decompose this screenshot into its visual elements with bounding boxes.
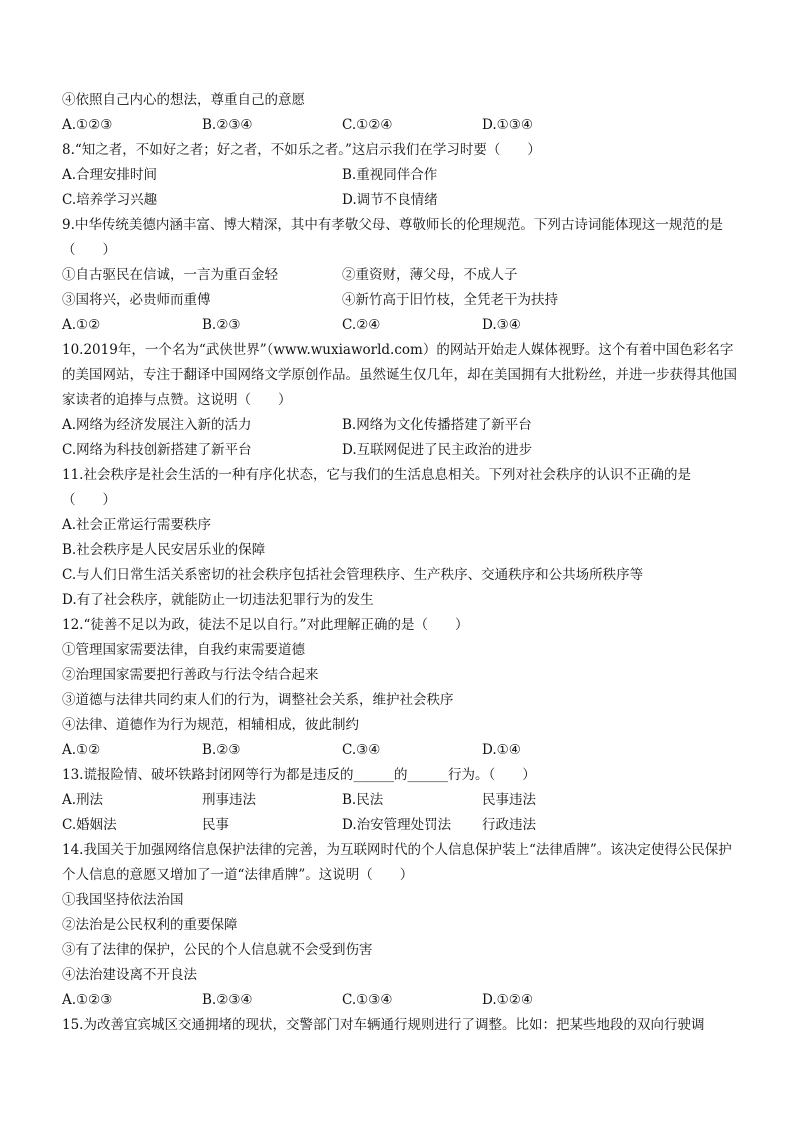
- q10-option-d[interactable]: D.互联网促进了民主政治的进步: [342, 442, 533, 458]
- q8-option-a[interactable]: A.合理安排时间: [62, 167, 158, 183]
- q9-statements-row-2: [62, 288, 738, 313]
- q12-statement-2: ②治理国家需要把行善政与行法令结合起来: [62, 667, 319, 683]
- q12-statement-3: ③道德与法律共同约束人们的行为，调整社会关系，维护社会秩序: [62, 692, 454, 708]
- q13-option-b-detail: 民事违法: [482, 792, 536, 808]
- q10-options-row-1: [62, 413, 738, 438]
- q12-statement-4: ④法律、道德作为行为规范，相辅相成，彼此制约: [62, 717, 359, 733]
- q11-stem: 11.社会秩序是社会生活的一种有序化状态，它与我们的生活息息相关。下列对社会秩序的认识不正确的是（ ）: [62, 467, 691, 508]
- q8-options-row-2: [62, 188, 738, 213]
- q14-statement-4: ④法治建设离不开良法: [62, 967, 197, 983]
- q9-option-d[interactable]: D.③④: [482, 317, 521, 333]
- q12-option-c[interactable]: C.③④: [342, 742, 381, 758]
- q12-option-a[interactable]: A.①②: [62, 742, 101, 758]
- q11-option-b[interactable]: B.社会秩序是人民安居乐业的保障: [62, 542, 266, 558]
- q12-options: [62, 738, 738, 763]
- q13-option-c-detail: 民事: [202, 817, 229, 833]
- q14-options: [62, 988, 738, 1013]
- q11-option-d[interactable]: D.有了社会秩序，就能防止一切违法犯罪行为的发生: [62, 592, 374, 608]
- q12-option-b[interactable]: B.②③: [202, 742, 241, 758]
- q13-option-b[interactable]: B.民法: [342, 792, 384, 808]
- q13-options-row-2: [62, 813, 738, 838]
- q13-stem: 13.谎报险情、破坏铁路封闭网等行为都是违反的______的______行为。（ ）: [62, 767, 536, 783]
- q13-options-row-1: [62, 788, 738, 813]
- q14-option-b[interactable]: B.②③④: [202, 992, 253, 1008]
- q9-option-c[interactable]: C.②④: [342, 317, 381, 333]
- q9-statement-3: ③国将兴，必贵师而重傅: [62, 292, 211, 308]
- q14-option-c[interactable]: C.①③④: [342, 992, 393, 1008]
- q14-statement-3: ③有了法律的保护，公民的个人信息就不会受到伤害: [62, 942, 373, 958]
- q8-option-b[interactable]: B.重视同伴合作: [342, 167, 438, 183]
- q10-option-c[interactable]: C.网络为科技创新搭建了新平台: [62, 442, 252, 458]
- q10-option-b[interactable]: B.网络为文化传播搭建了新平台: [342, 417, 532, 433]
- q13-option-a-detail: 刑事违法: [202, 792, 256, 808]
- q8-options-row-1: [62, 163, 738, 188]
- q13-option-d-detail: 行政违法: [482, 817, 536, 833]
- q14-statement-1: ①我国坚持依法治国: [62, 892, 184, 908]
- q14-statement-2: ②法治是公民权利的重要保障: [62, 917, 238, 933]
- q7-option-c[interactable]: C.①②④: [342, 117, 393, 133]
- exam-page: [62, 88, 738, 1038]
- q10-stem: 10.2019年，一个名为“武侠世界”（www.wuxiaworld.com）的网站开始走人媒体视野。这个有着中国色彩名字的美国网站，专注于翻译中国网络文学原创作品。虽然诞生仅几年，却在美国拥有大批粉丝，并进一步获得其他国家读者的追捧与点赞。这说明（ ）: [62, 342, 737, 408]
- q7-options: [62, 113, 738, 138]
- q9-statements-row-1: [62, 263, 738, 288]
- q13-option-c[interactable]: C.婚姻法: [62, 817, 117, 833]
- q9-option-a[interactable]: A.①②: [62, 317, 101, 333]
- q12-statement-1: ①管理国家需要法律，自我约束需要道德: [62, 642, 305, 658]
- q13-option-d[interactable]: D.治安管理处罚法: [342, 817, 452, 833]
- q11-option-a[interactable]: A.社会正常运行需要秩序: [62, 517, 212, 533]
- q12-stem: 12.“徒善不足以为政，徒法不足以自行。”对此理解正确的是（ ）: [62, 617, 469, 633]
- q8-option-d[interactable]: D.调节不良情绪: [342, 192, 438, 208]
- q14-option-d[interactable]: D.①②④: [482, 992, 533, 1008]
- q12-option-d[interactable]: D.①④: [482, 742, 521, 758]
- q11-option-c[interactable]: C.与人们日常生活关系密切的社会秩序包括社会管理秩序、生产秩序、交通秩序和公共场所秩序等: [62, 567, 644, 583]
- q9-statement-2: ②重资财，薄父母，不成人子: [342, 267, 518, 283]
- q7-statement-4: ④依照自己内心的想法，尊重自己的意愿: [62, 92, 305, 108]
- q9-option-b[interactable]: B.②③: [202, 317, 241, 333]
- q10-options-row-2: [62, 438, 738, 463]
- q7-option-a[interactable]: A.①②③: [62, 117, 113, 133]
- q9-stem: 9.中华传统美德内涵丰富、博大精深，其中有孝敬父母、尊敬师长的伦理规范。下列古诗词能体现这一规范的是（ ）: [62, 217, 723, 258]
- q15-stem: 15.为改善宜宾城区交通拥堵的现状，交警部门对车辆通行规则进行了调整。比如：把某些地段的双向行驶调: [62, 1017, 705, 1033]
- q14-stem: 14.我国关于加强网络信息保护法律的完善，为互联网时代的个人信息保护装上“法律盾牌”。该决定使得公民保护个人信息的意愿又增加了一道“法律盾牌”。这说明（ ）: [62, 842, 732, 883]
- q7-option-d[interactable]: D.①③④: [482, 117, 533, 133]
- q9-options: [62, 313, 738, 338]
- q8-option-c[interactable]: C.培养学习兴趣: [62, 192, 158, 208]
- q7-option-b[interactable]: B.②③④: [202, 117, 253, 133]
- q9-statement-1: ①自古驱民在信诚，一言为重百金轻: [62, 267, 278, 283]
- q14-option-a[interactable]: A.①②③: [62, 992, 113, 1008]
- q8-stem: 8.“知之者，不如好之者；好之者，不如乐之者。”这启示我们在学习时要（ ）: [62, 142, 541, 158]
- q10-option-a[interactable]: A.网络为经济发展注入新的活力: [62, 417, 252, 433]
- q9-statement-4: ④新竹高于旧竹枝，全凭老干为扶持: [342, 292, 558, 308]
- q13-option-a[interactable]: A.刑法: [62, 792, 104, 808]
